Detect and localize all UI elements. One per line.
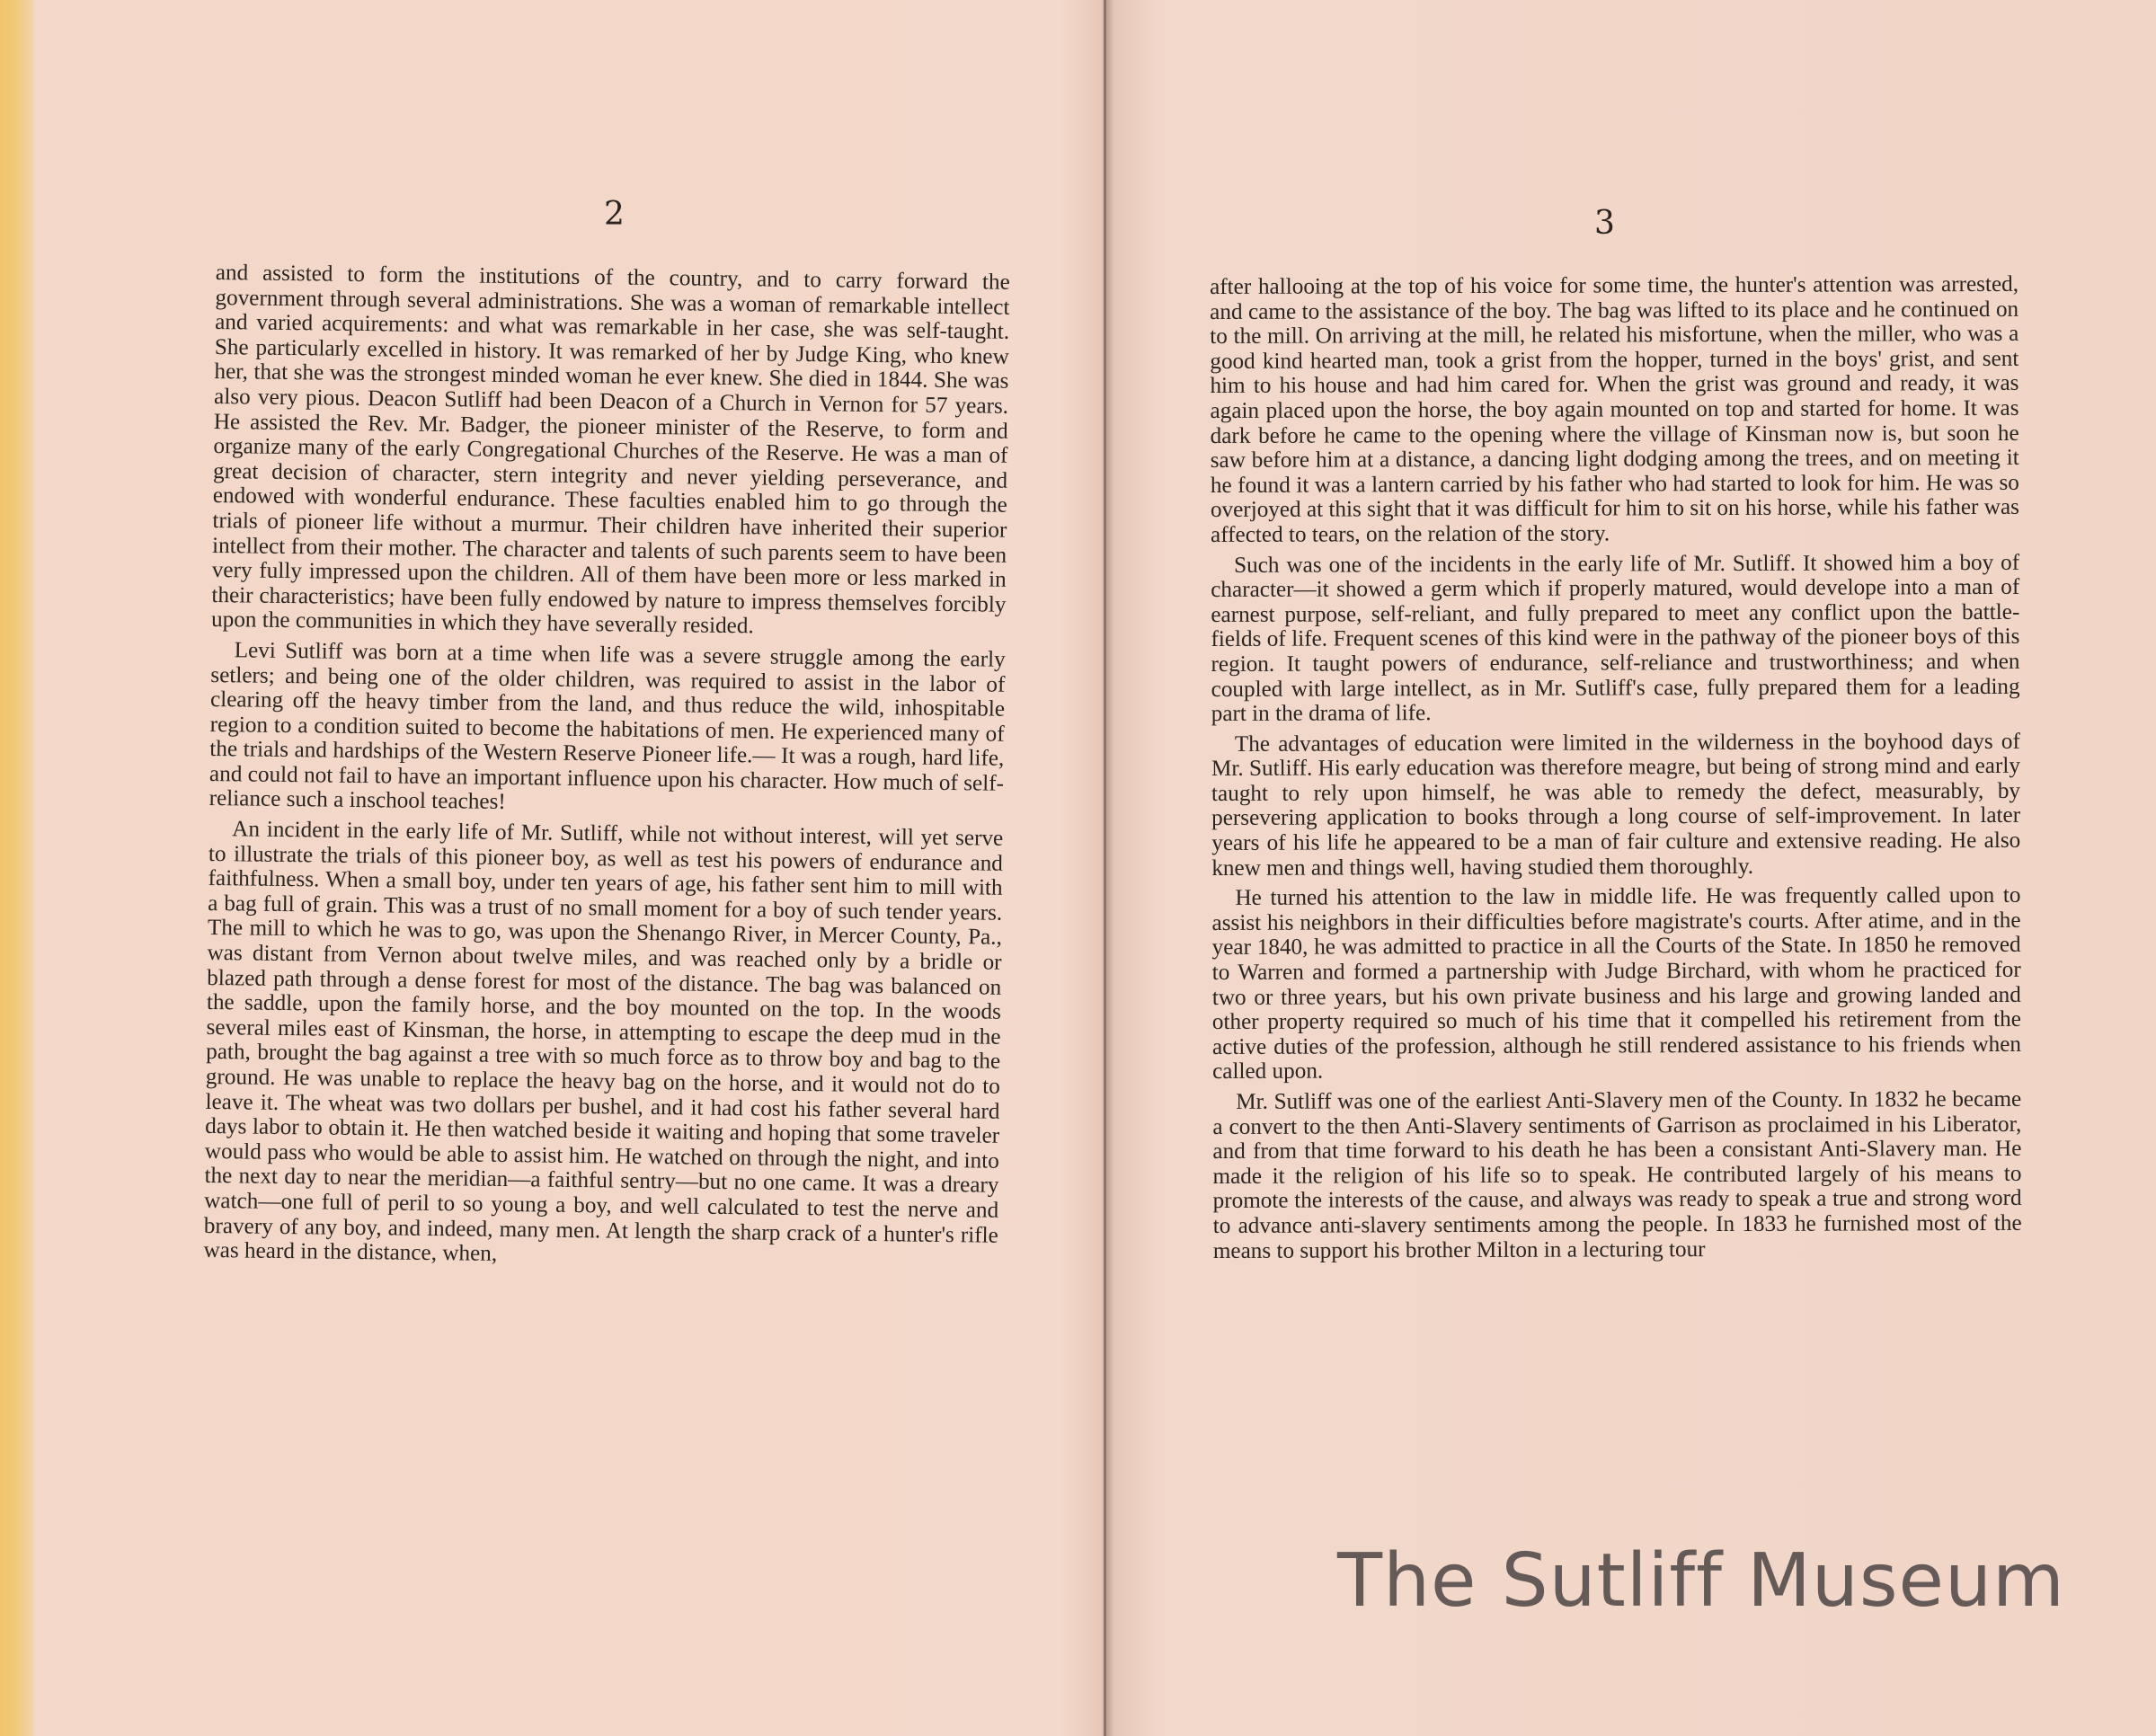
yellowed-page-edge — [0, 0, 34, 1736]
museum-watermark: The Sutliff Museum — [1337, 1538, 2065, 1624]
paragraph: and assisted to form the institutions of the country, and to carry forward the government through several administrations. She was a woman of remarkable intellect and varied acquirements: and what was remarkable in her case, she was self-taught. She particularly excelled in history. It was remarked of her by Judge King, who knew her, that she was the strongest minded woman he ever knew. She died in 1844. She was also very pious. Deacon Sutliff had been Deacon of a Church in Vernon for 57 years. He assisted the Rev. Mr. Badger, the pioneer minister of the Reserve, to form and organize many of the early Congregational Churches of the Reserve. He was a man of great decision of character, stern integrity and never yielding perseverance, and endowed with wonderful endurance. These faculties enabled him to go through the trials of pioneer life without a murmur. Their children have inherited their superior intellect from their mother. The character and talents of such parents seem to have been very fully impressed upon the children. All of them have been more or less marked in their characteristics; have been fully endowed by nature to impress themselves forcibly upon the communities in which they have severally resided. — [210, 261, 1010, 639]
paragraph: after hallooing at the top of his voice for some time, the hunter's attention was arrested, and came to the assistance of the boy. The bag was lifted to its place and he continued on to the mill. On arriving at the mill, he related his misfortune, when the miller, who was a good kind hearted man, took a grist from the hopper, turned in the boys' grist, and sent him to his house and had him cared for. When the grist was ground and ready, it was again placed upon the horse, the boy again mounted on top and started for home. It was dark before he came to the opening where the village of Kinsman now is, but soon he saw before him at a distance, a dancing light dodging among the trees, and on meeting it he found it was a lantern carried by his father who had started to look for him. He was so overjoyed at this sight that it was difficult for him to sit on his horse, while his father was affected to tears, on the relation of the story. — [1210, 271, 2019, 547]
book-gutter — [1104, 0, 1106, 1736]
page-number-left: 2 — [604, 196, 625, 233]
paragraph: Such was one of the incidents in the early life of Mr. Sutliff. It showed him a boy of character—it showed a germ which if properly matured, would develope into a man of earnest purpose, self-reliant, and fully prepared to meet any conflict upon the battle-fields of life. Frequent scenes of this kind were in the pathway of the pioneer boys of this region. It taught powers of endurance, self-reliance and trustworthiness; and when coupled with large intellect, as in Mr. Sutliff's case, fully prepared them for a leading part in the drama of life. — [1211, 550, 2020, 727]
right-page-text — [1210, 272, 2022, 1269]
paragraph: He turned his attention to the law in middle life. He was frequently called upon to assist his neighbors in their difficulties before magistrate's courts. After atime, and in the year 1840, he was admitted to practice in all the Courts of the State. In 1850 he removed to Warren and formed a partnership with Judge Birchard, with whom he practiced for two or three years, but his own private business and his large and growing landed and other property required so much of his time that it compelled his retirement from the active duties of the profession, although he still rendered assistance to his friends when called upon. — [1211, 883, 2022, 1085]
paragraph: An incident in the early life of Mr. Sutliff, while not without interest, will yet serve to illustrate the trials of this pioneer boy, as well as test his powers of endurance and faithfulness. When a small boy, under ten years of age, his father sent him to mill with a bag full of grain. This was a trust of no small moment for a boy of such tender years. The mill to which he was to go, was upon the Shenango River, in Mercer County, Pa., was distant from Vernon about twelve miles, and was reached only by a bridle or blazed path through a dense forest for most of the distance. The bag was balanced on the saddle, upon the family horse, and the boy mounted on the top. In the woods several miles east of Kinsman, the horse, in attempting to escape the deep mud in the path, brought the bag against a tree with so much force as to throw boy and bag to the ground. He was unable to replace the heavy bag on the horse, and it would not do to leave it. The wheat was two dollars per bushel, and it had cost his father several hard days labor to obtain it. He then watched beside it waiting and hoping that some traveler would pass who would be able to assist him. He watched on through the night, and into the next day to near the meridian—a faithful sentry—but no one came. It was a dreary watch—one full of peril to so young a boy, and well calculated to test the nerve and bravery of any boy, and indeed, many men. At length the sharp crack of a hunter's rifle was heard in the distance, when, — [203, 817, 1004, 1267]
page-number-right: 3 — [1594, 205, 1615, 242]
paragraph: Levi Sutliff was born at a time when life was a severe struggle among the early setlers; and being one of the older children, was required to assist in the labor of clearing off the heavy timber from the land, and thus reduce the wild, inhospitable region to a condition suited to become the habitations of men. He experienced many of the trials and hardships of the Western Reserve Pioneer life.— It was a rough, hard life, and could not fail to have an important influence upon his character. How much of self-reliance such a inschool teaches! — [209, 638, 1006, 815]
left-page-text — [203, 261, 1010, 1278]
paragraph: The advantages of education were limited in the wilderness in the boyhood days of Mr. Sutliff. His early education was therefore meagre, but being of strong mind and early taught to rely upon himself, he was able to remedy the defect, measurably, by persevering application to books through a long course of self-improvement. In later years of his life he appeared to be a man of fair culture and extensive reading. He also knew men and things well, having studied them thoroughly. — [1211, 729, 2021, 881]
paragraph: Mr. Sutliff was one of the earliest Anti-Slavery men of the County. In 1832 he became a convert to the then Anti-Slavery sentiments of Garrison as proclaimed in his Liberator, and from that time forward to his death he has been a consistant Anti-Slavery man. He made it the religion of his life so to speak. He contributed largely of his means to promote the interests of the cause, and always was ready to speak a true and strong word to advance anti-slavery sentiments among the people. In 1833 he furnished most of the means to support his brother Milton in a lecturing tour — [1212, 1086, 2022, 1263]
